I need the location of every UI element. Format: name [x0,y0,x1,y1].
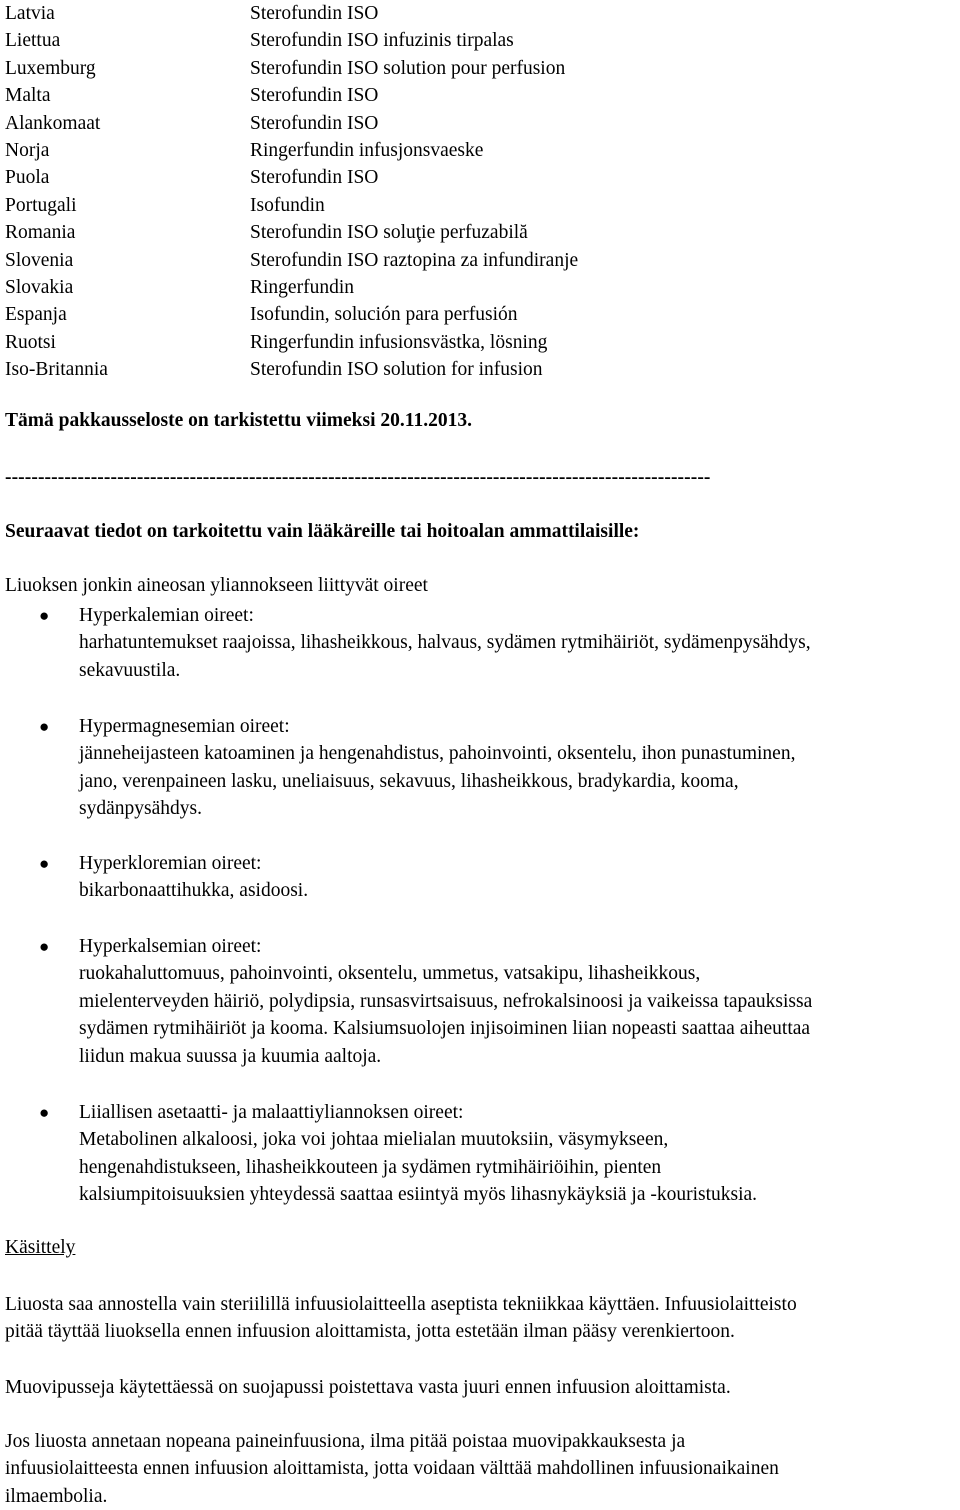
symptom-line: sydämen rytmihäiriöt ja kooma. Kalsiumsuolojen injisoiminen liian nopeasti saattaa aiheuttaa [79,1018,811,1040]
handling-paragraph [5,1374,731,1401]
symptom-body [79,933,959,1070]
symptom-line: sekavuustila. [79,659,181,681]
bullet-icon: ● [39,937,50,956]
country-name: Norja [5,139,50,161]
country-row [5,356,905,383]
country-name: Romania [5,222,76,244]
symptom-title: Hyperkalemian oireet: [79,605,254,626]
handling-paragraph [5,1291,797,1346]
product-name: Sterofundin ISO [250,3,379,24]
bullet-icon: ● [39,1103,50,1122]
symptom-body [79,850,959,905]
country-name: Ruotsi [5,331,56,353]
symptom-line: mielenterveyden häiriö, polydipsia, runsasvirtsaisuus, nefrokalsinoosi ja vaikeissa tapauksissa [79,990,813,1012]
product-name: Ringerfundin infusionsvästka, lösning [250,331,548,353]
country-row [5,164,905,191]
symptom-title: Hyperkloremian oireet: [79,853,262,874]
product-name: Sterofundin ISO [250,112,379,134]
bullet-icon: ● [39,606,50,625]
country-row [5,301,905,328]
country-name: Alankomaat [5,112,101,134]
symptom-line: kalsiumpitoisuuksien yhteydessä saattaa esiintyä myös lihasnykäyksiä ja -kouristuksia. [79,1184,758,1206]
overdose-intro: Liuoksen jonkin aineosan yliannokseen liittyvät oireet [5,575,428,596]
bullet-icon: ● [39,717,50,736]
symptom-line: jänneheijasteen katoaminen ja hengenahdistus, pahoinvointi, oksentelu, ihon punastuminen, [79,743,796,765]
product-name: Sterofundin ISO raztopina za infundiranje [250,249,579,271]
country-row [5,192,905,219]
country-row [5,27,905,54]
paragraph-line: Muovipusseja käytettäessä on suojapussi poistettava vasta juuri ennen infuusion aloittamista. [5,1377,731,1398]
product-name: Sterofundin ISO soluţie perfuzabilă [250,222,528,244]
symptom-line: hengenahdistukseen, lihasheikkouteen ja sydämen rytmihäiriöihin, pienten [79,1156,662,1178]
handling-heading: Käsittely [5,1237,76,1258]
paragraph-line: infuusiolaitteesta ennen infuusion aloittamista, jotta voidaan välttää mahdollinen infuusionaikainen [5,1458,779,1480]
product-name: Sterofundin ISO solution pour perfusion [250,57,566,79]
product-name: Sterofundin ISO solution for infusion [250,359,543,381]
country-name: Luxemburg [5,57,96,79]
symptom-line: Metabolinen alkaloosi, joka voi johtaa mielialan muutoksiin, väsymykseen, [79,1129,669,1151]
handling-paragraph [5,1428,779,1510]
product-name: Sterofundin ISO [250,85,379,107]
symptom-title: Liiallisen asetaatti- ja malaattiyliannoksen oireet: [79,1102,464,1123]
country-product-table [5,0,905,383]
product-name: Ringerfundin infusjonsvaeske [250,139,484,161]
country-row [5,219,905,246]
symptom-line: liidun makua suussa ja kuumia aaltoja. [79,1045,382,1067]
country-name: Espanja [5,304,67,326]
paragraph-line: pitää täyttää liuoksella ennen infuusion aloittamista, jotta estetään ilman pääsy verenkiertoon. [5,1321,735,1343]
product-name: Sterofundin ISO infuzinis tirpalas [250,30,514,52]
country-row [5,274,905,301]
product-name: Isofundin [250,194,325,216]
symptom-line: sydänpysähdys. [79,798,202,820]
symptom-title: Hyperkalsemian oireet: [79,936,262,957]
country-row [5,247,905,274]
symptom-body [79,713,959,823]
country-row [5,110,905,137]
country-name: Liettua [5,30,61,52]
revision-date-statement: Tämä pakkausseloste on tarkistettu viimeksi 20.11.2013. [5,410,472,431]
country-name: Puola [5,167,50,189]
country-row [5,82,905,109]
hcp-heading: Seuraavat tiedot on tarkoitettu vain lääkäreille tai hoitoalan ammattilaisille: [5,521,640,542]
symptom-line: harhatuntemukset raajoissa, lihasheikkous, halvaus, sydämen rytmihäiriöt, sydämenpysähdys, [79,632,811,654]
country-name: Portugali [5,194,77,216]
symptom-body [79,1099,959,1209]
bullet-icon: ● [39,854,50,873]
paragraph-line: ilmaembolia. [5,1485,108,1507]
country-row [5,55,905,82]
symptom-body [79,602,959,684]
country-name: Malta [5,85,51,107]
country-name: Slovenia [5,249,74,271]
product-name: Sterofundin ISO [250,167,379,189]
country-name: Latvia [5,3,55,24]
country-row [5,137,905,164]
product-name: Ringerfundin [250,276,354,298]
symptom-line: ruokahaluttomuus, pahoinvointi, oksentelu, ummetus, vatsakipu, lihasheikkous, [79,963,701,985]
paragraph-line: Jos liuosta annetaan nopeana paineinfuusiona, ilma pitää poistaa muovipakkauksesta ja [5,1431,686,1452]
country-name: Iso-Britannia [5,359,108,381]
symptom-line: bikarbonaattihukka, asidoosi. [79,880,309,902]
section-separator: ----------------------------------------------------------------------------------------------------------- [5,467,711,488]
country-name: Slovakia [5,276,74,298]
country-row [5,0,905,27]
symptom-title: Hypermagnesemian oireet: [79,716,290,737]
country-row [5,329,905,356]
product-name: Isofundin, solución para perfusión [250,304,518,326]
paragraph-line: Liuosta saa annostella vain steriilillä infuusiolaitteella aseptista tekniikkaa käyttäen. Infuusiolaitteisto [5,1294,797,1315]
symptom-line: jano, verenpaineen lasku, uneliaisuus, sekavuus, lihasheikkous, bradykardia, kooma, [79,770,739,792]
